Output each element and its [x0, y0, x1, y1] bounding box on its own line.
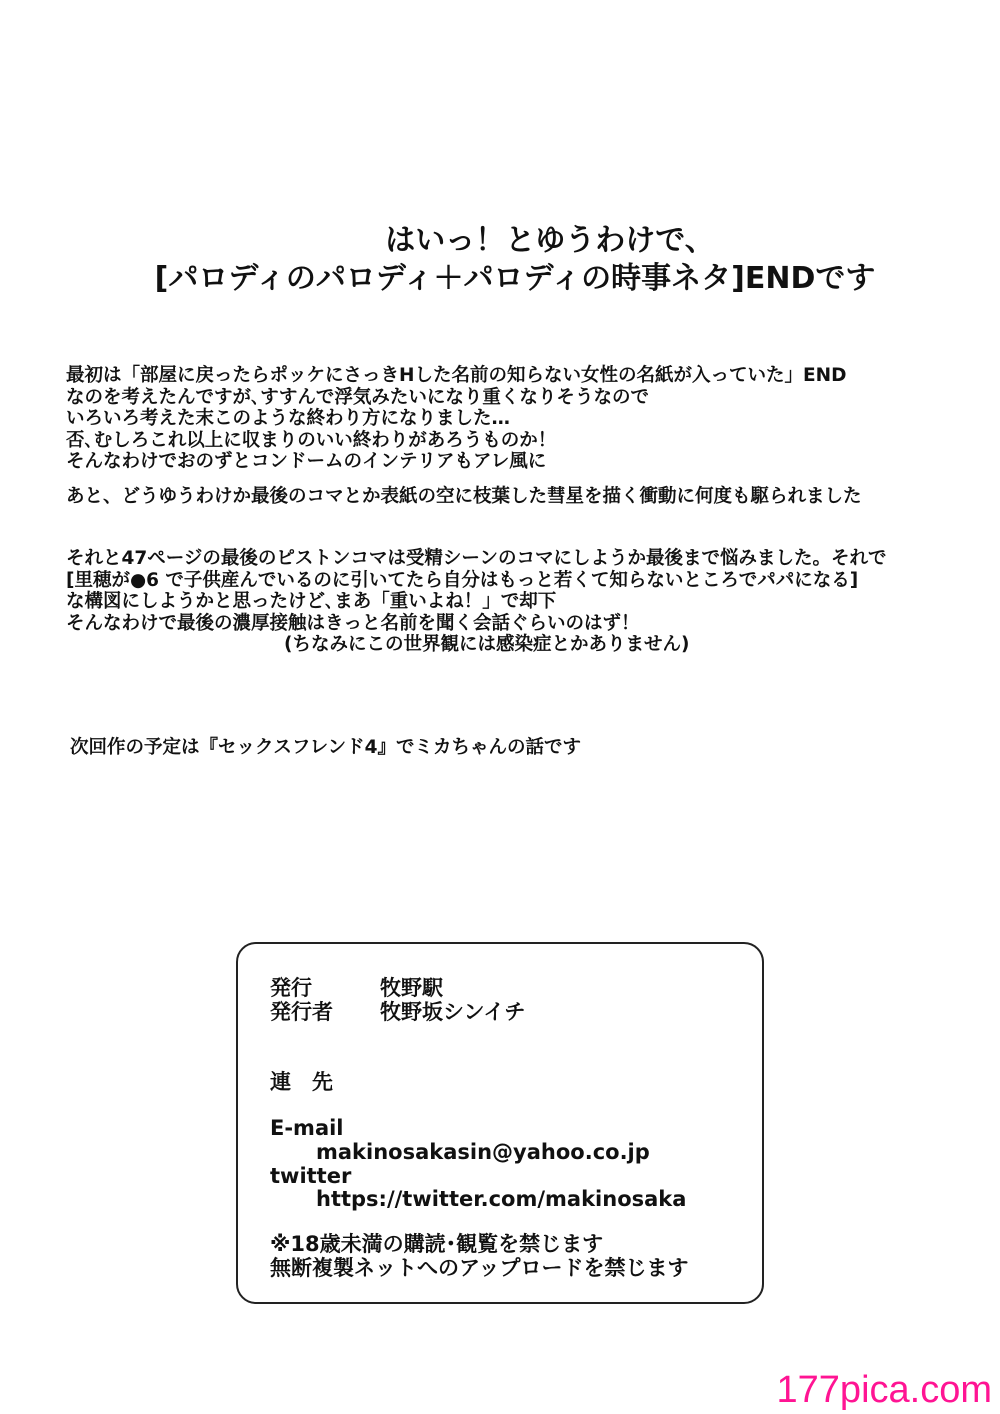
paragraph-page47: [66, 548, 966, 656]
text-line: (ちなみにこの世界観には感染症とかありません): [284, 634, 690, 655]
publisher-row: [270, 976, 443, 1000]
email-value: makinosakasin@yahoo.co.jp: [316, 1140, 650, 1164]
author-label: 発行者: [270, 1000, 333, 1024]
site-watermark: 177pica.com: [776, 1369, 992, 1411]
heading-line-2: [パロディのパロディ＋パロディの時事ネタ]ENDです: [154, 261, 876, 296]
text-line: そんなわけで最後の濃厚接触はきっと名前を聞く会話ぐらいのはず！: [66, 612, 640, 634]
paragraph-intro: [66, 365, 966, 473]
author-value: 牧野坂シンイチ: [380, 1000, 526, 1024]
age-restriction-notice: ※18歳未満の購読･観覧を禁じます: [270, 1232, 604, 1256]
contact-label: 連 先: [270, 1070, 333, 1094]
text-line: いろいろ考えた末このような終わり方になりました…: [66, 408, 511, 429]
twitter-label: twitter: [270, 1164, 352, 1188]
text-line: [里穂が●6 で子供産んでいるのに引いてたら自分はもっと若くて知らないところでパパになる]: [66, 569, 859, 591]
text-line: 次回作の予定は『セックスフレンド4』でミカちゃんの話です: [70, 737, 581, 758]
publisher-label: 発行: [270, 976, 312, 1000]
author-row: [270, 1000, 525, 1024]
afterword-heading: [0, 222, 1000, 298]
text-line: それと47ページの最後のピストンコマは受精シーンのコマにしようか最後まで悩みました。それで: [66, 548, 887, 569]
publisher-value: 牧野駅: [380, 976, 443, 1000]
text-line: なのを考えたんですが､すすんで浮気みたいになり重くなりそうなので: [66, 386, 649, 408]
text-line: 否､むしろこれ以上に収まりのいい終わりがあろうものか！: [66, 429, 557, 451]
text-line: 最初は「部屋に戻ったらポッケにさっきHした名前の知らない女性の名紙が入っていた」END: [66, 365, 847, 386]
paragraph-comet: [66, 486, 966, 508]
reproduction-notice: 無断複製ネットへのアップロードを禁じます: [270, 1256, 689, 1280]
twitter-value: https://twitter.com/makinosaka: [316, 1187, 687, 1211]
heading-line-1: はいっ！とゆうわけで、: [385, 223, 715, 258]
text-line: あと、どうゆうわけか最後のコマとか表紙の空に枝葉した彗星を描く衝動に何度も駆られました: [66, 486, 862, 507]
text-line: な構図にしようかと思ったけど､まあ「重いよね！」で却下: [66, 591, 557, 612]
text-line: そんなわけでおのずとコンドームのインテリアもアレ風に: [66, 451, 547, 472]
colophon-box: [236, 942, 764, 1304]
email-label: E-mail: [270, 1116, 344, 1140]
paragraph-next-work: [70, 737, 970, 759]
